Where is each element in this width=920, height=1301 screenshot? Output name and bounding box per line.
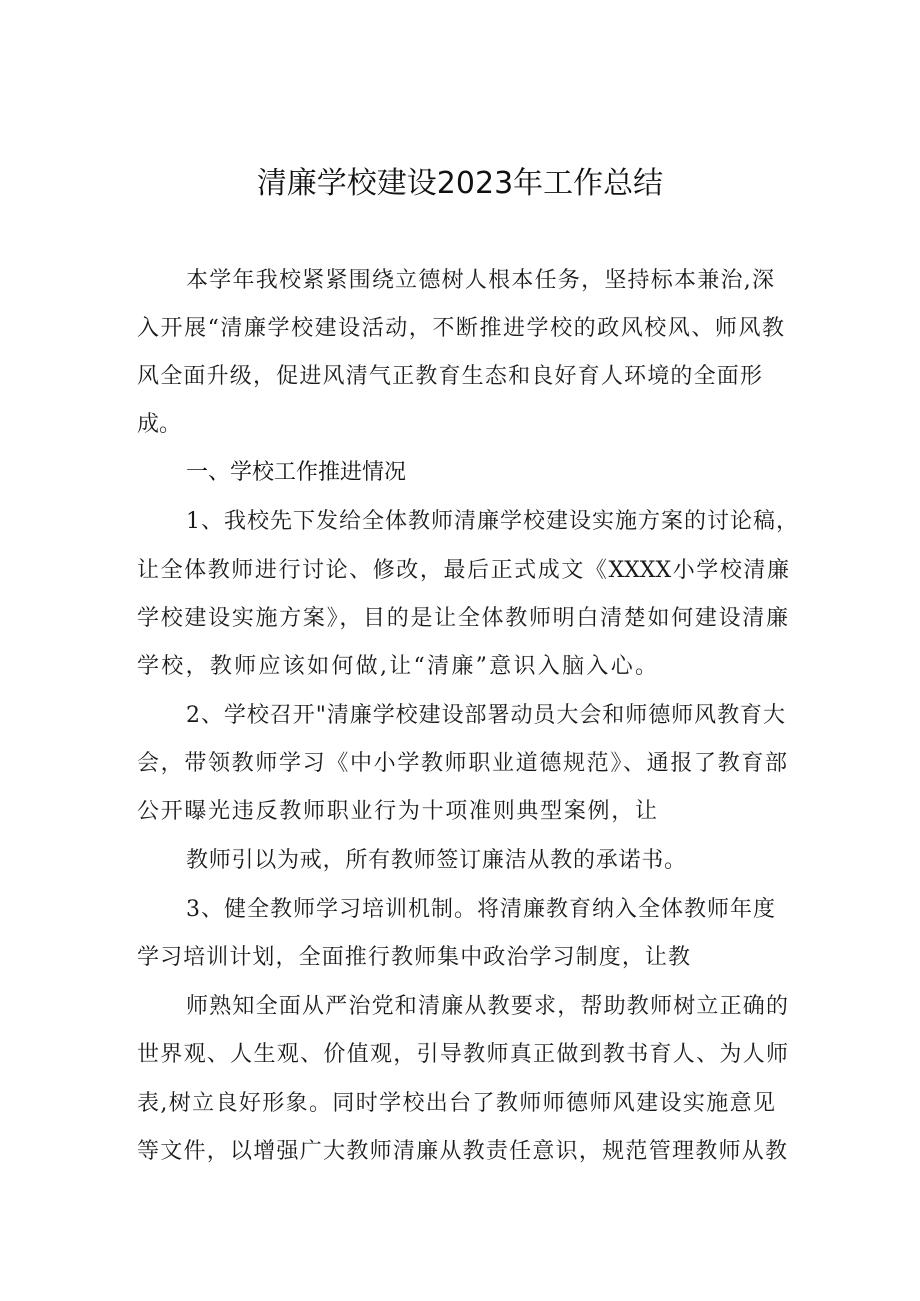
item3-line-4-text: 世界观、人生观、价值观，引导教师真正做到教书育人、为人师 <box>137 1042 788 1067</box>
item3-line-6 <box>137 1137 787 1167</box>
item2-line-1 <box>186 701 785 731</box>
item2-line-3-text: 公开曝光违反教师职业行为十项准则典型案例，让 <box>137 799 657 824</box>
item3-line-1-text: 3、健全教师学习培训机制。将清廉教育纳入全体教师年度 <box>186 897 775 922</box>
intro-line-4: 成。 <box>137 412 182 437</box>
item3-line-2 <box>137 943 690 973</box>
intro-line-1-text: 本学年我校紧紧围绕立德树人根本任务，坚持标本兼治,深 <box>186 268 774 293</box>
item3-line-3-text: 师熟知全面从严治党和清廉从教要求，帮助教师树立正确的 <box>186 994 788 1019</box>
item2-line-1-text: 2、学校召开"清廉学校建设部署动员大会和师德师风教育大 <box>186 703 785 728</box>
item1-line-3-text: 学校建设实施方案》，目的是让全体教师明白清楚如何建设清廉 <box>137 606 788 631</box>
item3-line-2-text: 学习培训计划，全面推行教师集中政治学习制度，让教 <box>137 945 690 970</box>
item2-line-4-text: 教师引以为戒，所有教师签订廉洁从教的承诺书。 <box>186 848 686 873</box>
item2-line-2-text: 会，带领教师学习《中小学教师职业道德规范》、通报了教育部 <box>137 751 787 776</box>
item1-line-2 <box>137 556 789 586</box>
item1-line-3 <box>137 604 788 634</box>
item3-line-6-text: 等文件，以增强广大教师清廉从教责任意识，规范管理教师从教 <box>137 1139 787 1164</box>
item1-line-4-text: 学校，教师应该如何做,让“清廉”意识入脑入心。 <box>137 654 657 679</box>
intro-line-2-text: 入开展“清廉学校建设活动，不断推进学校的政风校风、师风教 <box>137 316 784 341</box>
item2-line-3 <box>137 797 657 827</box>
item1-line-1 <box>186 507 798 537</box>
item1-line-1-text: 1、我校先下发给全体教师清廉学校建设实施方案的讨论稿， <box>186 509 798 534</box>
item3-line-5-text: 表,树立良好形象。同时学校出台了教师师德师风建设实施意见 <box>137 1091 775 1116</box>
item3-line-4 <box>137 1040 788 1070</box>
intro-line-3-text: 风全面升级，促进风清气正教育生态和良好育人环境的全面形 <box>137 364 762 389</box>
intro-line-2 <box>137 314 784 344</box>
item1-line-2-text: 让全体教师进行讨论、修改，最后正式成文《XXXX小学校清廉 <box>137 558 789 583</box>
intro-line-3 <box>137 362 762 392</box>
section-heading: 一、学校工作推进情况 <box>186 460 407 485</box>
item3-line-3 <box>186 992 788 1022</box>
item3-line-1 <box>186 895 775 925</box>
item2-line-4 <box>186 846 686 876</box>
item2-line-2 <box>137 749 787 779</box>
document-title: 清廉学校建设2023年工作总结 <box>256 166 664 201</box>
item3-line-5 <box>137 1089 775 1119</box>
intro-line-1 <box>186 266 774 296</box>
item1-line-4 <box>137 652 657 682</box>
